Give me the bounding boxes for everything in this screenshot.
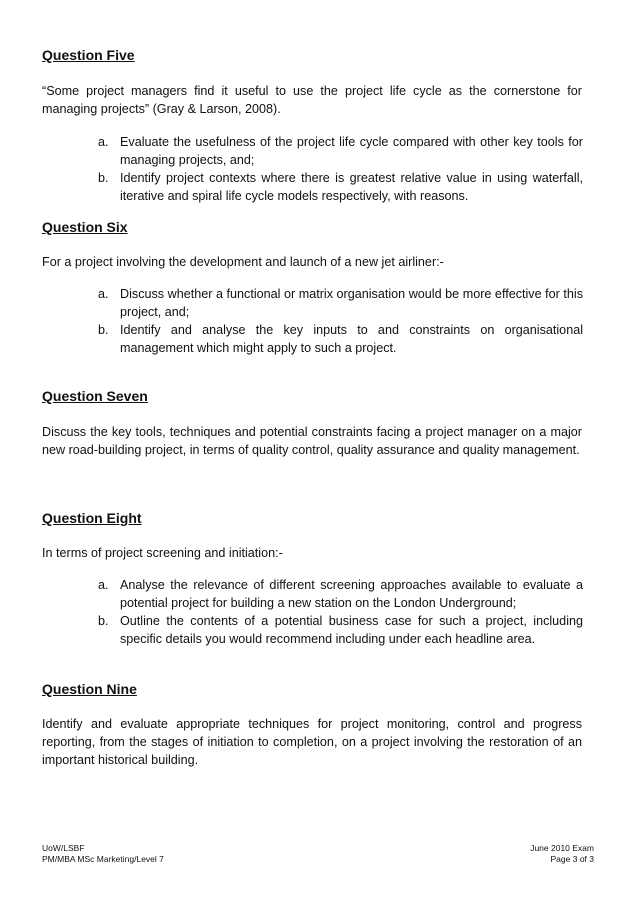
list-item [98, 169, 583, 205]
question-nine-intro: Identify and evaluate appropriate techniques for project monitoring, control and progress reporting, from the stages of initiation to completion, on a project involving the restoration of an important historical building. [42, 717, 582, 767]
footer-left [42, 843, 164, 864]
list-item-text: Evaluate the usefulness of the project life cycle compared with other key tools for managing projects, and; [120, 135, 583, 167]
list-marker: b. [98, 614, 109, 628]
question-seven-intro: Discuss the key tools, techniques and potential constraints facing a project manager on a major new road-building project, in terms of quality control, quality assurance and quality management. [42, 425, 582, 457]
list-item [98, 612, 583, 648]
question-six-title: Question Six [42, 219, 128, 235]
footer-programme: PM/MBA MSc Marketing/Level 7 [42, 853, 164, 864]
footer-exam-date: June 2010 Exam [530, 843, 594, 853]
list-item [98, 321, 583, 357]
question-six-intro: For a project involving the development and launch of a new jet airliner:- [42, 255, 444, 269]
list-marker: a. [98, 287, 109, 301]
list-item-text: Identify and analyse the key inputs to and constraints on organisational management which might apply to such a project. [120, 323, 583, 355]
question-five-list [98, 133, 583, 205]
list-item [98, 576, 583, 612]
list-item-text: Identify project contexts where there is greatest relative value in using waterfall, iterative and spiral life cycle models respectively, with reasons. [120, 171, 583, 203]
list-marker: b. [98, 171, 109, 185]
footer-right [530, 843, 594, 864]
list-item-text: Outline the contents of a potential business case for such a project, including specific details you would recommend including under each headline area. [120, 614, 583, 646]
list-item [98, 285, 583, 321]
list-item-text: Analyse the relevance of different screening approaches available to evaluate a potential project for building a new station on the London Underground; [120, 578, 583, 610]
list-marker: b. [98, 323, 109, 337]
list-marker: a. [98, 135, 109, 149]
question-six-list [98, 285, 583, 357]
footer-institution: UoW/LSBF [42, 843, 85, 853]
question-eight-title: Question Eight [42, 510, 142, 526]
list-item [98, 133, 583, 169]
list-item-text: Discuss whether a functional or matrix organisation would be more effective for this project, and; [120, 287, 583, 319]
question-eight-list [98, 576, 583, 648]
question-seven-title: Question Seven [42, 388, 148, 404]
question-nine-title: Question Nine [42, 681, 137, 697]
question-five-intro: “Some project managers find it useful to use the project life cycle as the cornerstone for managing projects” (Gray & Larson, 2008). [42, 84, 582, 116]
list-marker: a. [98, 578, 109, 592]
question-eight-intro: In terms of project screening and initiation:- [42, 546, 283, 560]
question-five-title: Question Five [42, 47, 135, 63]
footer-page-number: Page 3 of 3 [550, 853, 594, 864]
